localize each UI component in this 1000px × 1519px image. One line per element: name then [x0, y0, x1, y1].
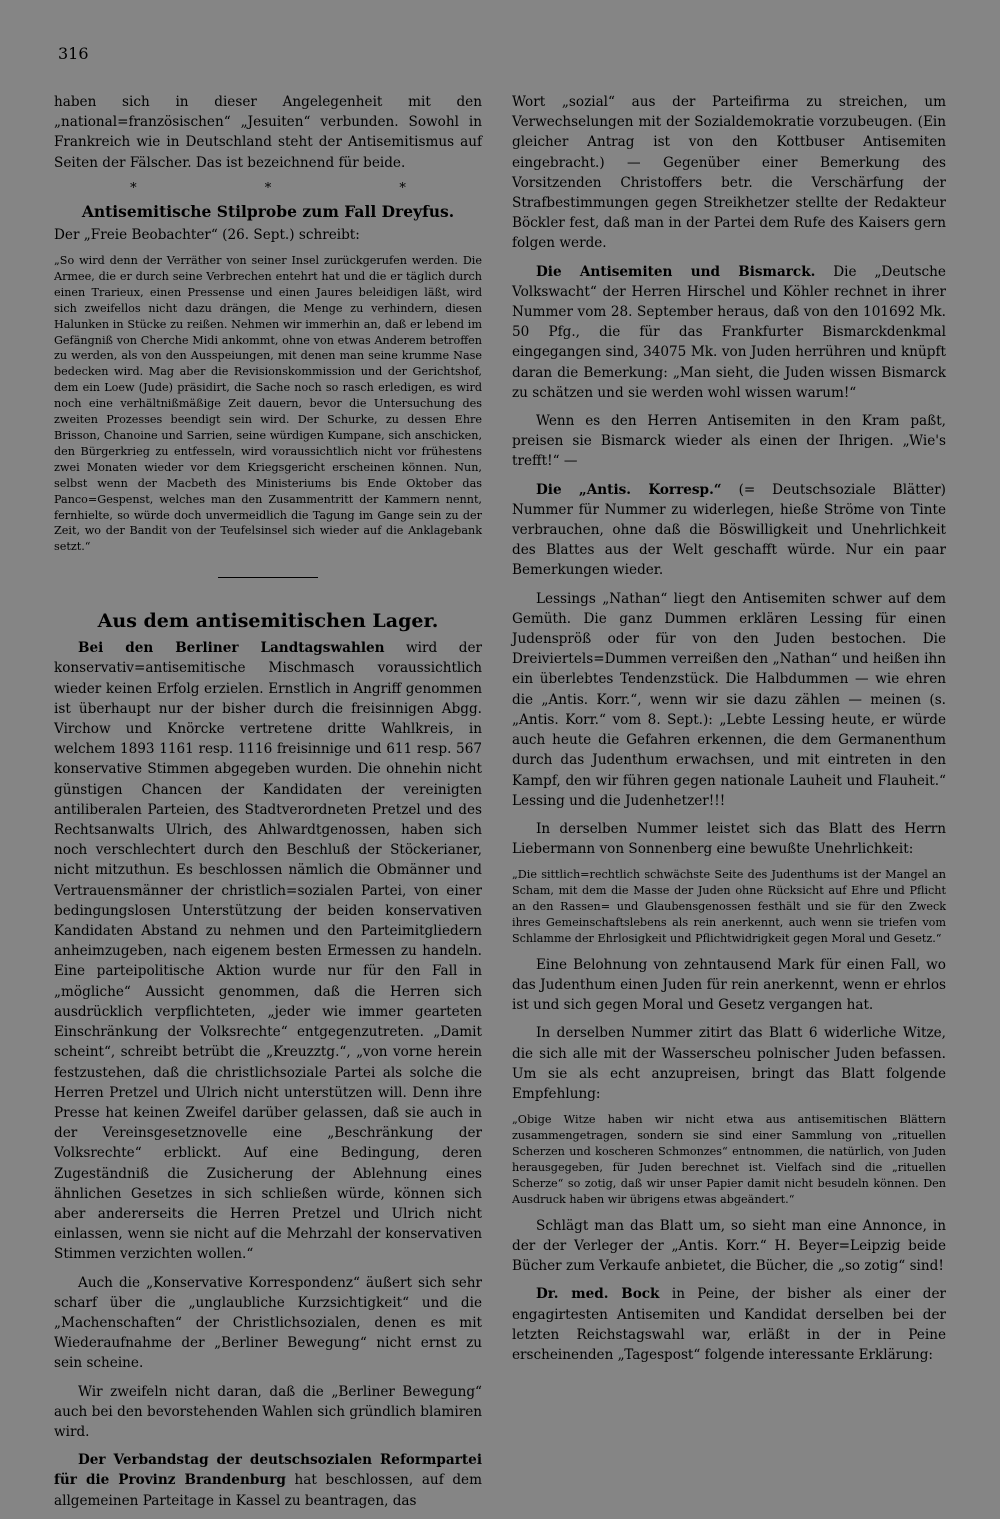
left-paragraph-1: haben sich in dieser Angelegenheit mit den „national=französischen“ „Jesuiten“ verbunden. Sowohl in Frankreich wie in Deutschland steht der Antisemitismus auf Seiten der Fälscher. Das ist bezeichnend für beide.: [54, 94, 482, 171]
bock-heading: Dr. med. Bock: [536, 1286, 660, 1303]
judenthum-quote: „Die sittlich=rechtlich schwächste Seite des Judenthums ist der Mangel an Scham, mit dem die Masse der Juden ohne Rücksicht auf Ehre und Pflicht an den Rassen= und Glaubensgenossen festhält und sie für den Zweck ihres Gemeinschaftslebens als rein anerkennt, auch wenn sie triefen vom Schlamme der Ehrlosigkeit und Pflichtwidrigkeit gegen Moral und Gesetz.“: [512, 868, 946, 945]
right-column: [512, 92, 946, 1373]
verband-paragraph: [54, 1450, 482, 1511]
bock-paragraph: [512, 1284, 946, 1365]
section-separator-stars: * * *: [130, 180, 468, 196]
left-column: [54, 92, 482, 1519]
zweifeln-paragraph: Wir zweifeln nicht daran, daß die „Berliner Bewegung“ auch bei den bevorstehenden Wahlen sich gründlich blamiren wird.: [54, 1383, 482, 1440]
bismarck-heading: Die Antisemiten und Bismarck.: [536, 263, 816, 280]
belohnung-paragraph: Eine Belohnung von zehntausend Mark für einen Fall, wo das Judenthum einen Juden für rein anerkennt, wenn er ehrlos ist und sich gegen Moral und Gesetz vergangen hat.: [512, 956, 946, 1014]
right-paragraph-1: Wort „sozial“ aus der Parteifirma zu streichen, um Verwechselungen mit der Sozialdemokratie vorzubeugen. (Ein gleicher Antrag ist von den Kottbuser Antisemiten eingebracht.) — Gegenüber einer Bemerkung des Vorsitzenden Christoffers betr. die Verschärfung der Strafbestimmungen gegen Streikhetzer stellte der Redakteur Böckler fest, daß man in der Partei dem Rufe des Kaisers gern folgen werde.: [512, 94, 946, 252]
korr-heading: Die „Antis. Korresp.“: [536, 481, 722, 498]
lager-heading: Aus dem antisemitischen Lager.: [97, 610, 439, 633]
bock-text: in Peine, der bisher als einer der engagirtesten Antisemiten und Kandidat derselben bei der letzten Reichstagswahl war, erläßt in der in Peine erscheinenden „Tagespost“ folgende interessante Erklärung:: [512, 1286, 946, 1363]
witze-paragraph: In derselben Nummer zitirt das Blatt 6 widerliche Witze, die sich alle mit der Wasserscheu polnischer Juden befassen. Um sie als echt anzupreisen, bringt das Blatt folgende Empfehlung:: [512, 1025, 946, 1103]
liebermann-paragraph: In derselben Nummer leistet sich das Blatt des Herrn Liebermann von Sonnenberg eine bewußte Unehrlichkeit:: [512, 820, 946, 858]
section-divider: [218, 577, 318, 578]
wenn-paragraph: Wenn es den Herren Antisemiten in den Kram paßt, preisen sie Bismarck wieder als einen der Ihrigen. „Wie's trefft!“ —: [512, 413, 946, 470]
lessing-paragraph: Lessings „Nathan“ liegt den Antisemiten schwer auf dem Gemüth. Die ganz Dummen erklären Lessing für einen Judenspröß oder für von den Juden bestochen. Die Dreiviertels=Dummen verreißen den „Nathan“ und heißen ihn ein überlebtes Tendenzstück. Die Halbdummen — wie ehren die „Antis. Korr.“, wenn wir sie dazu zählen — meinen (s. „Antis. Korr.“ vom 8. Sept.): „Lebte Lessing heute, er würde auch heute die Gefahren erkennen, die dem Germanenthum durch das Judenthum erwachsen, und mit eintreten in den Kampf, den wir führen gegen nationale Lauheit und Flauheit.“ Lessing und die Judenhetzer!!!: [512, 590, 946, 809]
annonce-paragraph: Schlägt man das Blatt um, so sieht man eine Annonce, in der der Verleger der „Antis. Korr.“ H. Beyer=Leipzig beide Bücher zum Verkaufe anbietet, die Bücher, die „so zotig“ sind!: [512, 1217, 946, 1275]
korr-text: (= Deutschsoziale Blätter) Nummer für Nummer zu widerlegen, hieße Ströme von Tinte verbrauchen, ohne daß die Böswilligkeit und Unehrlichkeit des Blattes aus der Welt geschafft würde. Nur ein paar Bemerkungen wieder.: [512, 481, 946, 579]
witze-quote: „Obige Witze haben wir nicht etwa aus antisemitischen Blättern zusammengetragen, sondern sie sind einer Sammlung von „rituellen Scherzen und koscheren Schmonzes“ entnommen, die natürlich, von Juden herausgegeben, für Juden berechnet ist. Vielfach sind die „rituellen Scherze“ so zotig, daß wir unser Papier damit nicht besudeln können. Den Ausdruck haben wir übrigens etwas abgeändert.“: [512, 1113, 946, 1206]
verband-heading: Der Verbandstag der deutschsozialen Reformpartei für die Provinz Brandenburg: [54, 1452, 482, 1489]
kons-korr-paragraph: Auch die „Konservative Korrespondenz“ äußert sich sehr scharf über die „unglaubliche Kurzsichtigkeit“ und die „Machenschaften“ der Christlichsozialen, denen es mit Wiederaufnahme der „Berliner Bewegung“ nicht ernst zu sein scheine.: [54, 1274, 482, 1372]
korr-paragraph: [512, 480, 946, 581]
bismarck-paragraph: [512, 262, 946, 403]
stilprobe-quote: „So wird denn der Verräther von seiner Insel zurückgerufen werden. Die Armee, die er durch seine Verbrechen entehrt hat und die er täglich durch einen Trarieux, einen Pressense und einen Jaures beleidigen läßt, wird sich zweifellos nicht dazu drängen, die Menge zu verhindern, diesen Halunken in Stücke zu reißen. Nehmen wir immerhin an, daß er lebend im Gefängniß von Cherche Midi ankommt, ohne von etwas Anderem betroffen zu werden, als von den Ausspeiungen, mit denen man seine krumme Nase bedecken wird. Mag aber die Revisionskommission und der Gerichtshof, dem ein Loew (Jude) präsidirt, die Sache noch so rasch erledigen, es wird noch eine verhältnißmäßige Zeit dauern, bevor die Untersuchung des zweiten Prozesses beendigt sein wird. Der Schurke, zu dessen Ehre Brisson, Chanoine und Sarrien, seine würdigen Kumpane, sich anschicken, den Bürgerkrieg zu entfesseln, wird voraussichtlich nicht vor frühestens zwei Monaten wieder vor dem Kriegsgericht erscheinen können. Nun, selbst wenn der Macbeth des Ministeriums bis Ende Oktober das Panco=Gespenst, welches man den Zusammentritt der Kammern nennt, fernhielte, so würde doch unvermeidlich die Tagung im Gange sein zu der Zeit, wo der Bandit von der Teufelsinsel sich wieder auf die Anklagebank setzt.“: [54, 254, 482, 554]
verband-text: hat beschlossen, auf dem allgemeinen Parteitage in Kassel zu beantragen, das: [54, 1472, 482, 1509]
bismarck-text: Die „Deutsche Volkswacht“ der Herren Hirschel und Köhler rechnet in ihrer Nummer vom 28. September heraus, daß von den 101692 Mk. 50 Pfg., die für das Frankfurter Bismarckdenkmal eingegangen sind, 34075 Mk. von Juden herrühren und knüpft daran die Bemerkung: „Man sieht, die Juden wissen Bismarck zu schätzen und sie werden wohl wissen warum!“: [512, 263, 946, 401]
page-number: 316: [58, 44, 89, 63]
landtag-paragraph: [54, 638, 482, 1264]
landtag-heading: Bei den Berliner Landtagswahlen: [78, 640, 385, 657]
landtag-text: wird der konservativ=antisemitische Mischmasch voraussichtlich wieder keinen Erfolg erzielen. Ernstlich in Angriff genommen ist überhaupt nur der bisher durch die freisinnigen Abgg. Virchow und Knörcke vertretene dritte Wahlkreis, in welchem 1893 1161 resp. 1116 freisinnige und 611 resp. 567 konservative Stimmen abgegeben wurden. Die ohnehin nicht günstigen Chancen der Kandidaten der vereinigten antiliberalen Parteien, des Stadtverordneten Pretzel und des Rechtsanwalts Ulrich, des Ahlwardtgenossen, haben sich noch verschlechtert durch den Beschluß der Stöckerianer, nicht mitzuthun. Es beschlossen nämlich die Obmänner und Vertrauensmänner der christlich=sozialen Partei, von einer bedingungslosen Unterstützung der beiden konservativen Kandidaten Abstand zu nehmen und den Parteimitgliedern anheimzugeben, nach eigenem besten Ermessen zu handeln. Eine parteipolitische Aktion wurde nur für den Fall in „mögliche“ Aussicht genommen, daß die Herren sich ausdrücklich verpflichteten, „jeder wie immer gearteten Einschränkung der Volksrechte“ entgegenzutreten. „Damit scheint“, schreibt betrübt die „Kreuzztg.“, „von vorne herein festzustehen, daß die christlichsoziale Partei als solche die Herren Pretzel und Ulrich nicht unterstützen will. Denn ihre Presse hat keinen Zweifel darüber gelassen, daß sie auch in der Vereinsgesetznovelle eine „Beschränkung der Volksrechte“ erblickt. Auf eine Bedingung, deren Zugeständniß die Zusicherung der Ablehnung eines ähnlichen Gesetzes in sich schließen würde, können sich aber andererseits die Herren Pretzel und Ulrich nicht einlassen, wenn sie nicht auf die Mehrzahl der konservativen Stimmen verzichten wollen.“: [54, 640, 482, 1263]
stilprobe-intro: Der „Freie Beobachter“ (26. Sept.) schreibt:: [54, 226, 360, 243]
stilprobe-heading: Antisemitische Stilprobe zum Fall Dreyfus.: [81, 201, 455, 221]
